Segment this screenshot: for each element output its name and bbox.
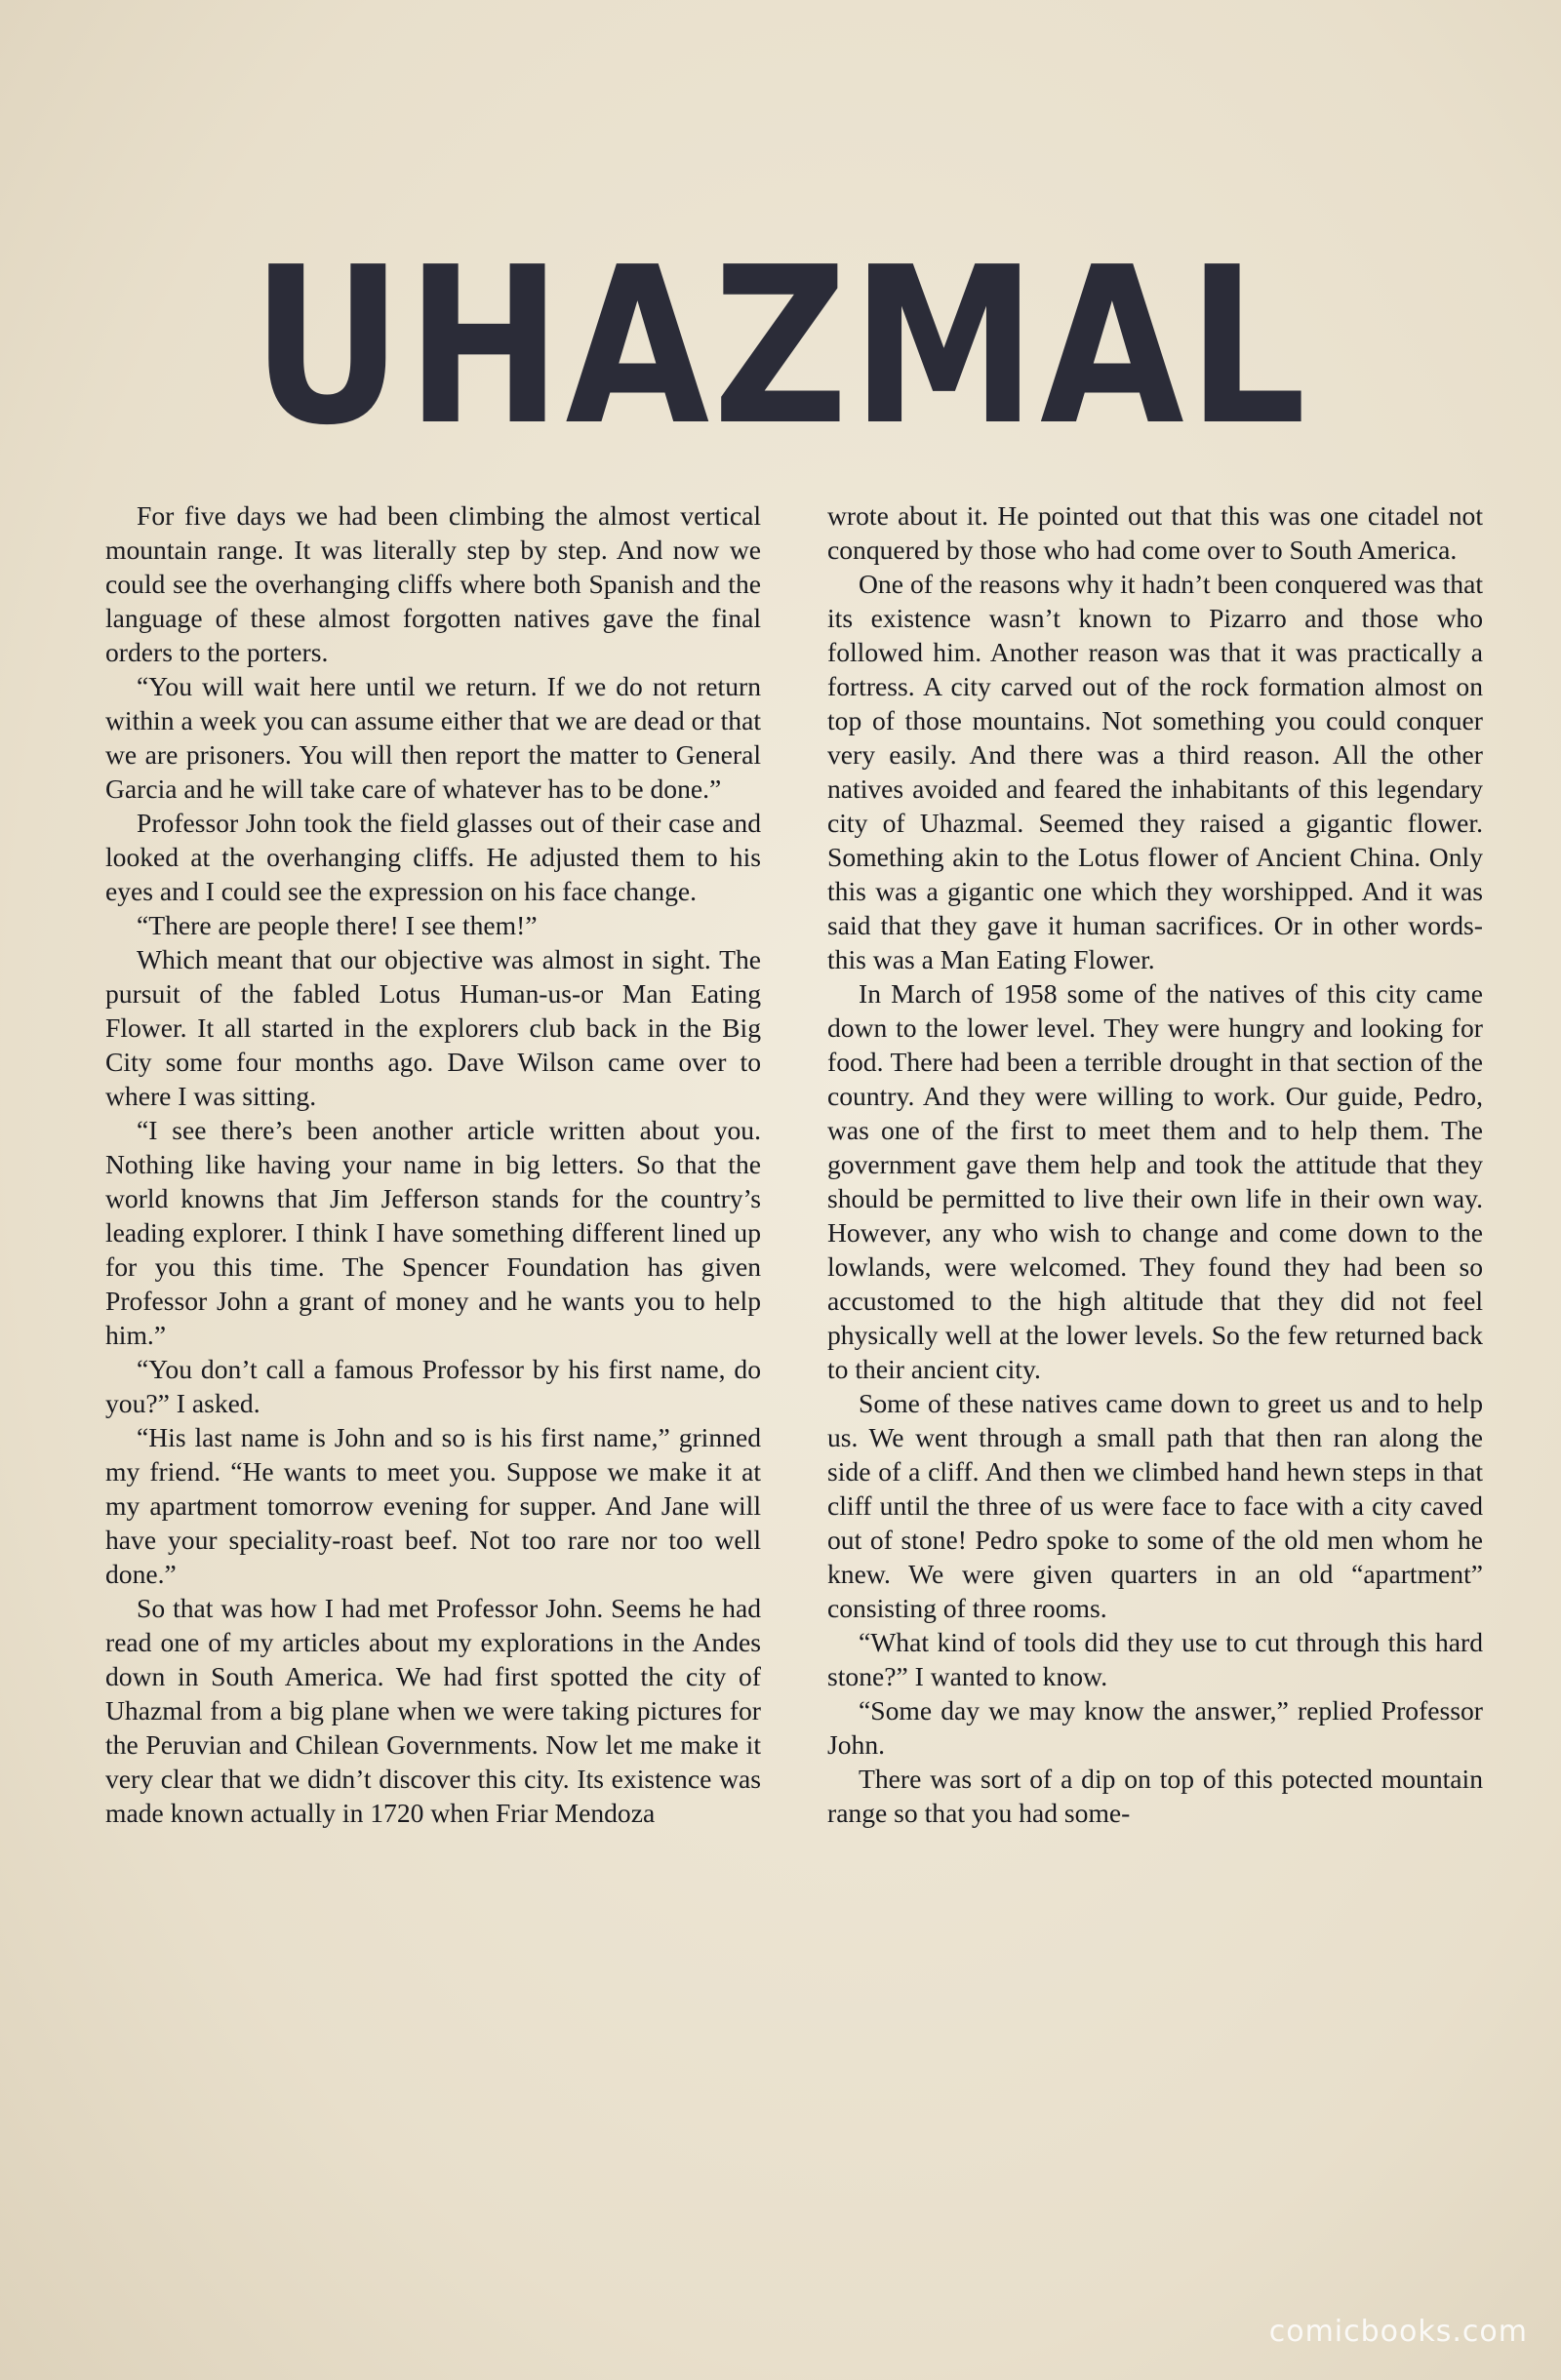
paragraph: Which meant that our objective was almost in sight. The pursuit of the fabled Lotus Human-us-or Man Eating Flower. It all started in the explorers club back in the Big City some four months ago. Dave Wilson came over to where I was sitting. — [105, 944, 761, 1111]
paragraph: “His last name is John and so is his first name,” grinned my friend. “He wants to meet you. Suppose we make it at my apartment tomorrow evening for supper. And Jane will have your speciality-roast beef. Not too rare nor too well done.” — [105, 1422, 761, 1589]
paragraph: One of the reasons why it hadn’t been conquered was that its existence wasn’t known to Pizarro and those who followed him. Another reason was that it was practically a fortress. A city carved out of the rock formation almost on top of those mountains. Not something you could conquer very easily. And there was a third reason. All the other natives avoided and feared the inhabitants of this legendary city of Uhazmal. Seemed they raised a gigantic flower. Something akin to the Lotus flower of Ancient China. Only this was a gigantic one which they worshipped. And it was said that they gave it human sacrifices. Or in other words-this was a Man Eating Flower. — [827, 569, 1483, 974]
paragraph: In March of 1958 some of the natives of this city came down to the lower level. They were hungry and looking for food. There had been a terrible drought in that section of the country. And they were willing to work. Our guide, Pedro, was one of the first to meet them and to help them. The government gave them help and took the attitude that they should be permitted to live their own life in their own way. However, any who wish to change and come down to the lowlands, were welcomed. They found they had been so accustomed to the high altitude that they did not feel physically well at the lower levels. So the few returned back to their ancient city. — [827, 978, 1483, 1384]
paragraph: There was sort of a dip on top of this potected mountain range so that you had some- — [827, 1764, 1483, 1828]
left-text-column — [105, 498, 761, 2127]
right-text-column — [827, 498, 1483, 2127]
paragraph: So that was how I had met Professor John. Seems he had read one of my articles about my explorations in the Andes down in South America. We had first spotted the city of Uhazmal from a big plane when we were taking pictures for the Peruvian and Chilean Governments. Now let me make it very clear that we didn’t discover this city. Its existence was made known actually in 1720 when Friar Mendoza — [105, 1593, 761, 1828]
story-title: UHAZMAL — [251, 221, 1310, 473]
paragraph: For five days we had been climbing the almost vertical mountain range. It was literally step by step. And now we could see the overhanging cliffs where both Spanish and the language of these almost forgotten natives gave the final orders to the porters. — [105, 500, 761, 667]
site-watermark: comicbooks.com — [1268, 2315, 1528, 2349]
paragraph: “What kind of tools did they use to cut through this hard stone?” I wanted to know. — [827, 1627, 1483, 1691]
paragraph: “There are people there! I see them!” — [137, 910, 538, 940]
paragraph: “Some day we may know the answer,” replied Professor John. — [827, 1695, 1483, 1760]
paragraph: wrote about it. He pointed out that this was one citadel not conquered by those who had come over to South America. — [827, 500, 1483, 565]
paragraph: “You will wait here until we return. If we do not return within a week you can assume either that we are dead or that we are prisoners. You will then report the matter to General Garcia and he will take care of whatever has to be done.” — [105, 671, 761, 804]
paragraph: “I see there’s been another article written about you. Nothing like having your name in big letters. So that the world knowns that Jim Jefferson stands for the country’s leading explorer. I think I have something different lined up for you this time. The Spencer Foundation has given Professor John a grant of money and he wants you to help him.” — [105, 1115, 761, 1350]
paragraph: Professor John took the field glasses out of their case and looked at the overhanging cliffs. He adjusted them to his eyes and I could see the expression on his face change. — [105, 808, 761, 906]
paragraph: Some of these natives came down to greet us and to help us. We went through a small path that then ran along the side of a cliff. And then we climbed hand hewn steps in that cliff until the three of us were face to face with a city caved out of stone! Pedro spoke to some of the old men whom he knew. We were given quarters in an old “apartment” consisting of three rooms. — [827, 1388, 1483, 1623]
paragraph: “You don’t call a famous Professor by his first name, do you?” I asked. — [105, 1354, 761, 1418]
